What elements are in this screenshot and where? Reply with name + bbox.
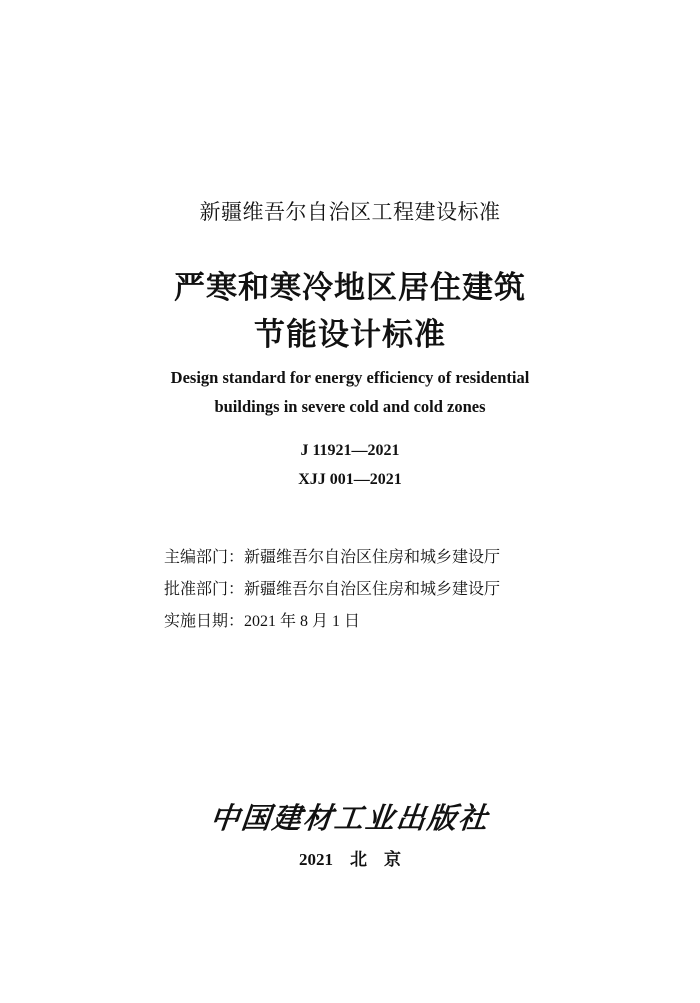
record-code: J 11921—2021 (300, 442, 400, 459)
date-label: 实施日期： (164, 611, 245, 630)
title-line-1: 严寒和寒冷地区居住建筑 (174, 270, 526, 306)
publisher-logo: 中国建材工业出版社 (208, 801, 492, 835)
implementation-date (164, 608, 360, 631)
series-title: 新疆维吾尔自治区工程建设标准 (199, 200, 501, 224)
approver-department (164, 576, 500, 599)
approver-value: 新疆维吾尔自治区住房和城乡建设厅 (244, 579, 501, 598)
editor-label: 主编部门： (164, 547, 245, 566)
approver-label: 批准部门： (164, 579, 245, 598)
english-title-line-2: buildings in severe cold and cold zones (214, 397, 486, 416)
standard-code: XJJ 001—2021 (298, 471, 402, 488)
place-year: 2021 北 京 (299, 850, 401, 869)
editor-department (164, 544, 500, 567)
editor-value: 新疆维吾尔自治区住房和城乡建设厅 (244, 547, 501, 566)
title-line-2: 节能设计标准 (254, 317, 446, 353)
date-value: 2021 年 8 月 1 日 (244, 613, 361, 630)
english-title-line-1: Design standard for energy efficiency of residential (170, 368, 530, 387)
